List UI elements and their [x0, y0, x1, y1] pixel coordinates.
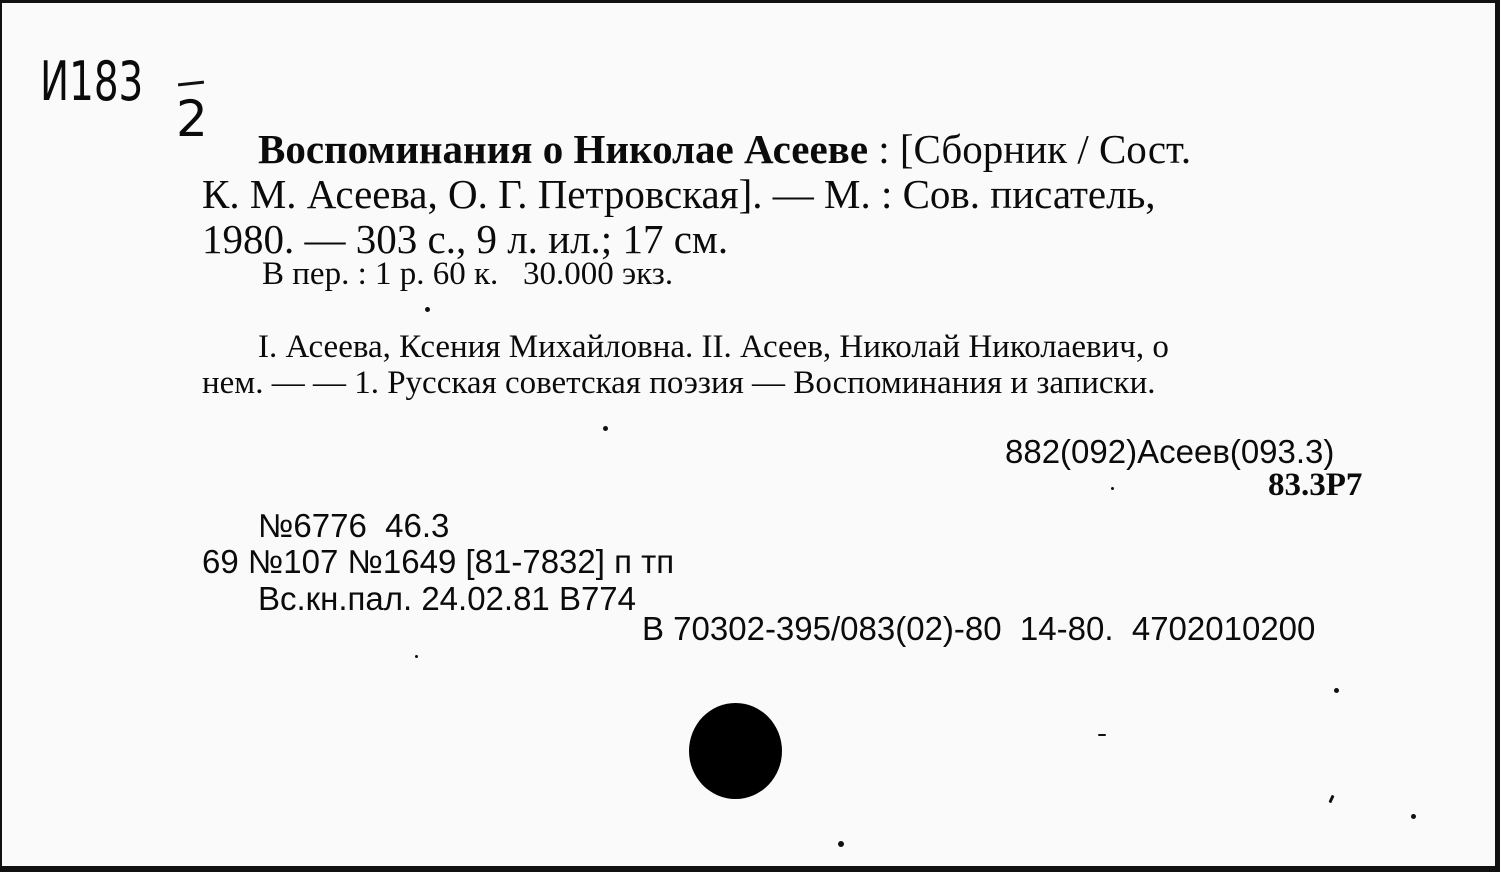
shelfmark-dash	[178, 81, 204, 87]
description-line-2: К. М. Асеева, О. Г. Петровская]. — М. : Сов. писатель,	[202, 171, 1156, 217]
shelfmark-suffix: 2	[176, 90, 208, 148]
speck	[1111, 487, 1114, 490]
bbk-classification: 83.3Р7	[1268, 467, 1363, 503]
speck	[1098, 734, 1106, 736]
book-title: Воспоминания о Николае Асееве	[258, 126, 869, 172]
shelfmark: И183	[40, 50, 144, 113]
subject-line-1: I. Асеева, Ксения Михайловна. II. Асеев, Николай Николаевич, о	[258, 329, 1169, 365]
udc-classification: 882(092)Асеев(093.3)	[1005, 433, 1335, 470]
speck	[603, 426, 608, 431]
card-edge-left	[0, 0, 2, 872]
card-edge-top	[0, 0, 1500, 3]
accession-line-3: Вс.кн.пал. 24.02.81 В774	[258, 580, 637, 617]
speck	[1334, 688, 1339, 693]
speck	[838, 841, 844, 847]
punch-hole	[689, 703, 782, 799]
accession-line-2: 69 №107 №1649 [81-7832] п тп	[202, 543, 675, 580]
speck	[1328, 795, 1334, 804]
description-line-3: 1980. — 303 с., 9 л. ил.; 17 см.	[202, 216, 729, 262]
speck	[425, 307, 430, 312]
accession-line-1: №6776 46.3	[258, 507, 450, 544]
card-edge-right	[1495, 0, 1500, 872]
title-rest: : [Сборник / Сост.	[878, 126, 1192, 172]
price-circulation-line: В пер. : 1 р. 60 к. 30.000 экз.	[262, 256, 674, 292]
speck	[415, 655, 418, 658]
card-edge-bottom	[0, 866, 1500, 872]
title-line	[258, 125, 1191, 173]
title-responsibility	[868, 126, 878, 172]
subject-line-2: нем. — — 1. Русская советская поэзия — Воспоминания и записки.	[202, 365, 1156, 401]
speck	[1411, 814, 1416, 819]
isbn-line: В 70302-395/083(02)-80 14-80. 4702010200	[642, 610, 1316, 647]
